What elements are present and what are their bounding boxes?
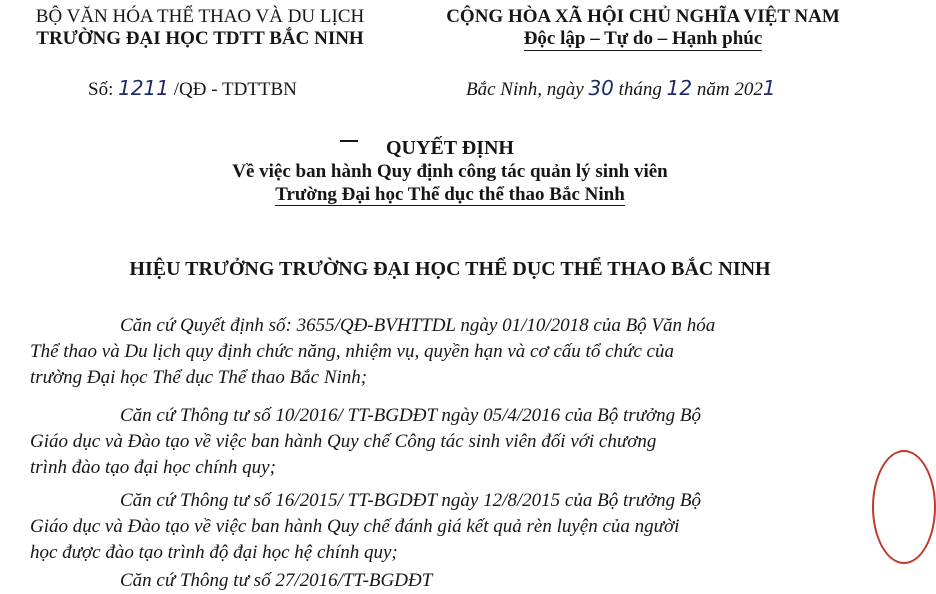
legal-basis-paragraph (30, 313, 812, 391)
paragraph-line: học được đào tạo trình độ đại học hệ chính quy; (30, 542, 398, 563)
handwritten-number: 1211 (118, 76, 170, 100)
decision-title-block (100, 136, 800, 206)
document-number: Số: 1211 /QĐ - TDTTBN (88, 76, 297, 100)
decision-title: QUYẾT ĐỊNH (386, 137, 514, 159)
paragraph-line: Giáo dục và Đào tạo về việc ban hành Quy chế đánh giá kết quả rèn luyện của người (30, 516, 680, 537)
red-seal-stamp (872, 450, 936, 564)
paragraph-line: trình đào tạo đại học chính quy; (30, 457, 276, 478)
handwritten-day: 30 (588, 76, 614, 100)
decision-subject: Về việc ban hành Quy định công tác quản lý sinh viên (232, 161, 668, 182)
paragraph-line: trường Đại học Thể dục Thể thao Bắc Ninh; (30, 367, 368, 388)
partial-paragraph (92, 568, 812, 594)
paragraph-line: Căn cứ Thông tư số 10/2016/ TT-BGDĐT ngày 05/4/2016 của Bộ trưởng Bộ (120, 405, 701, 426)
paragraph-line: Căn cứ Thông tư số 27/2016/TT-BGDĐT (120, 570, 433, 591)
issuing-authority: HIỆU TRƯỞNG TRƯỜNG ĐẠI HỌC THỂ DỤC THỂ THAO BẮC NINH (129, 258, 771, 280)
decision-school: Trường Đại học Thể dục thể thao Bắc Ninh (275, 184, 625, 205)
handwritten-month: 12 (666, 76, 693, 100)
ministry-name: BỘ VĂN HÓA THỂ THAO VÀ DU LỊCH (35, 6, 365, 27)
school-name: TRƯỜNG ĐẠI HỌC TDTT BẮC NINH (36, 28, 364, 49)
paragraph-line: Căn cứ Thông tư số 16/2015/ TT-BGDĐT ngày 12/8/2015 của Bộ trưởng Bộ (120, 490, 701, 511)
legal-basis-paragraph (30, 403, 812, 481)
legal-basis-paragraph (30, 488, 812, 566)
national-motto: Độc lập – Tự do – Hạnh phúc (523, 28, 763, 49)
document-date: Bắc Ninh, ngày 30 tháng 12 năm 2021 (466, 76, 776, 100)
country-name: CỘNG HÒA XÃ HỘI CHỦ NGHĨA VIỆT NAM (446, 6, 840, 27)
issuer-header (10, 6, 390, 50)
national-header (398, 6, 888, 50)
paragraph-line: Giáo dục và Đào tạo về việc ban hành Quy chế Công tác sinh viên đối với chương (30, 431, 657, 452)
paragraph-line: Căn cứ Quyết định số: 3655/QĐ-BVHTTDL ngày 01/10/2018 của Bộ Văn hóa (120, 315, 716, 336)
paragraph-line: Thể thao và Du lịch quy định chức năng, nhiệm vụ, quyền hạn và cơ cấu tổ chức của (30, 341, 674, 362)
handwritten-year-digit: 1 (762, 76, 776, 100)
